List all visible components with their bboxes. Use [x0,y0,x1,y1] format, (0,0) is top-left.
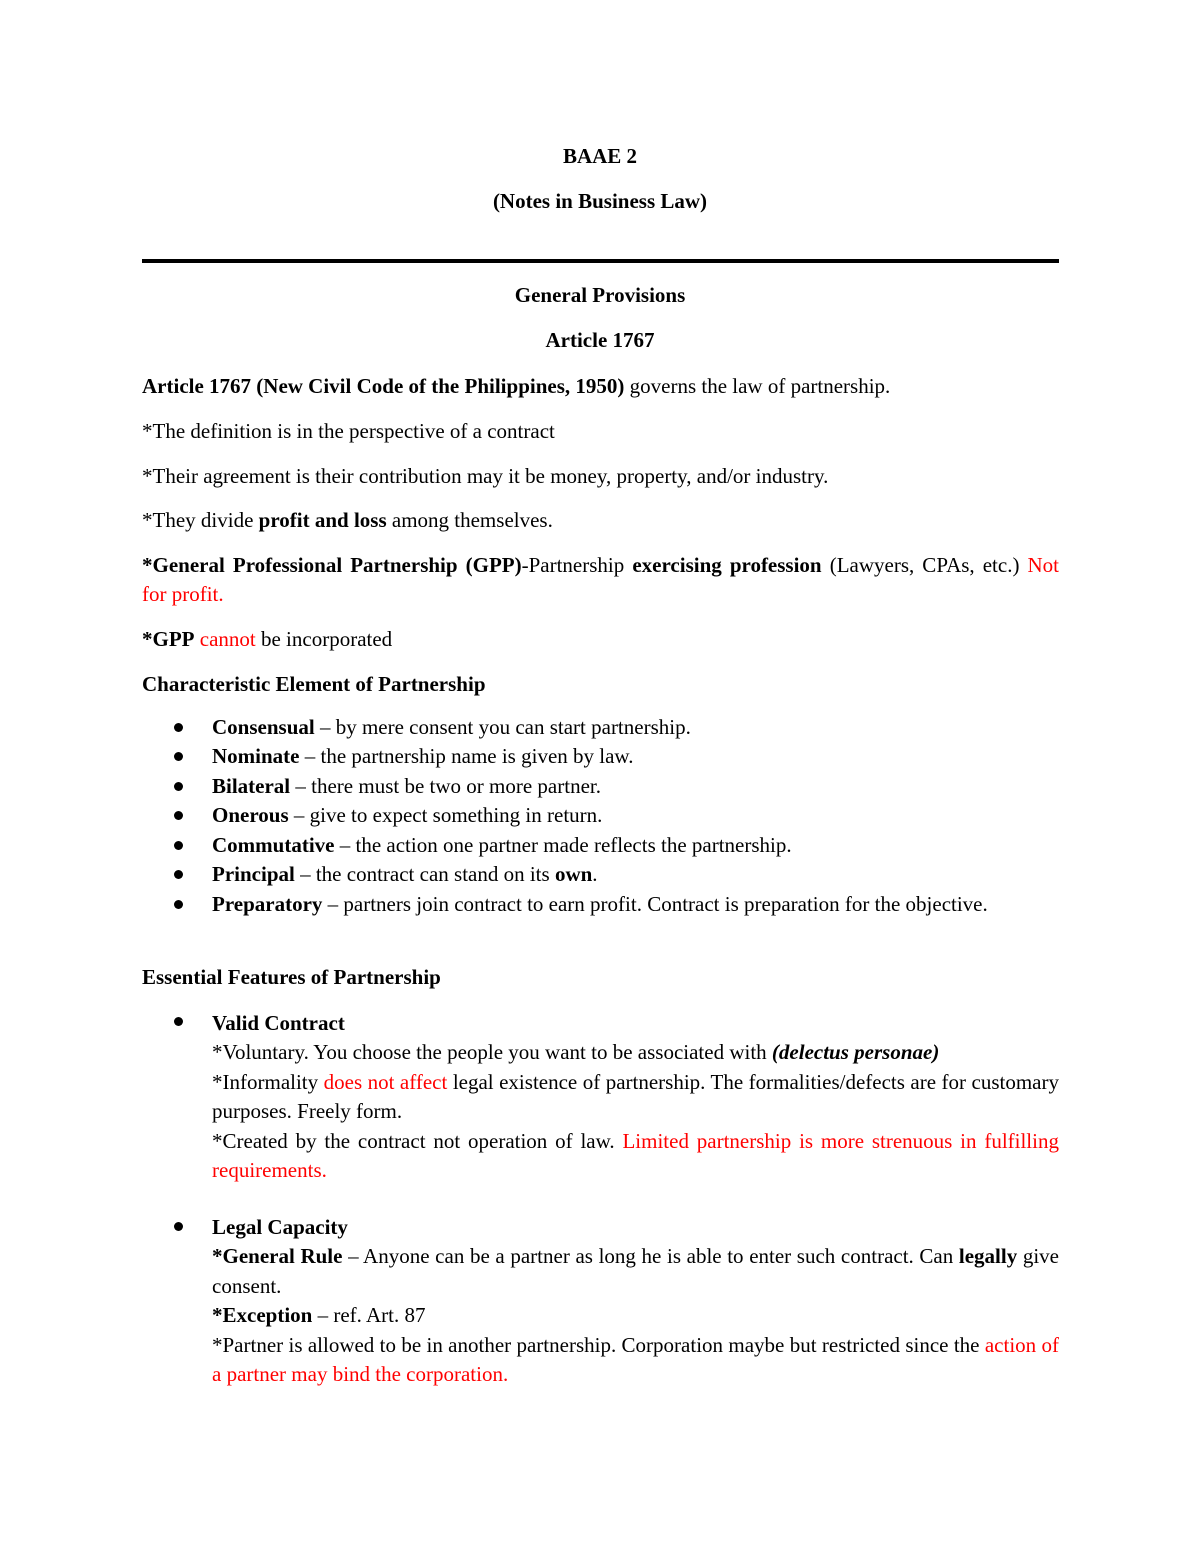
note-paragraph: *The definition is in the perspective of a contract [142,419,555,443]
horizontal-rule [142,259,1059,263]
list-item: Preparatory – partners join contract to earn profit. Contract is preparation for the objective. [212,892,988,916]
bullet-icon [174,1222,183,1231]
list-item: Bilateral – there must be two or more partner. [212,774,601,798]
feature-line: *Created by the contract not operation of law. Limited partnership is more strenuous in fulfilling requirements. [212,1128,1059,1183]
feature-line: *Voluntary. You choose the people you want to be associated with (delectus personae) [212,1040,940,1065]
gpp-text: -Partnership [521,553,633,577]
note-paragraph: *Their agreement is their contribution may it be money, property, and/or industry. [142,464,829,488]
intro-paragraph [142,372,1059,401]
gpp-incorporation-paragraph [142,625,1059,654]
feature-line: *Informality does not affect legal existence of partnership. The formalities/defects are for customary purposes. Freely form. [212,1069,1059,1124]
gpp2-red: cannot [199,627,256,651]
feature-legal-capacity [212,1213,1059,1389]
section-heading-characteristics: Characteristic Element of Partnership [142,672,486,696]
gpp-paragraph [142,551,1059,609]
bullet-icon [174,811,183,820]
document-title: BAAE 2 [562,144,638,168]
gpp2-text: be incorporated [255,627,393,651]
gpp-bold: *General Professional Partnership (GPP) [142,553,522,577]
document-subtitle: (Notes in Business Law) [492,189,708,213]
list-item: Onerous – give to expect something in return. [212,803,603,827]
bullet-icon [174,900,183,909]
note-bold: profit and loss [258,508,387,532]
bullet-icon [174,1017,183,1026]
feature-line: *Exception – ref. Art. 87 [212,1303,426,1328]
feature-valid-contract [212,1009,1059,1185]
feature-title: Valid Contract [212,1011,345,1035]
gpp-text: (Lawyers, CPAs, etc.) [821,553,1028,577]
feature-line: *General Rule – Anyone can be a partner as long he is able to enter such contract. Can legally give consent. [212,1244,1060,1298]
bullet-icon [174,841,183,850]
bullet-icon [174,752,183,761]
gpp-bold: exercising profession [632,553,822,577]
section-heading-general-provisions: General Provisions [514,283,686,307]
note-paragraph [142,506,1059,535]
list-item: Nominate – the partnership name is given by law. [212,744,634,768]
list-item: Principal – the contract can stand on its own. [212,862,598,886]
note-text: among themselves. [386,508,553,532]
intro-bold: Article 1767 (New Civil Code of the Philippines, 1950) [142,374,625,398]
bullet-icon [174,782,183,791]
section-heading-essential-features: Essential Features of Partnership [142,965,441,989]
section-subheading-article: Article 1767 [545,328,655,352]
intro-text: governs the law of partnership. [624,374,891,398]
feature-title: Legal Capacity [212,1215,348,1239]
feature-line: *Partner is allowed to be in another partnership. Corporation maybe but restricted since the action of a partner may bind the corporation. [212,1332,1059,1387]
gpp-red-note: Not for profit. [142,553,1060,606]
note-text: *They divide [142,508,259,532]
gpp2-bold: *GPP [142,627,195,651]
list-item: Commutative – the action one partner made reflects the partnership. [212,833,792,857]
bullet-icon [174,723,183,732]
list-item: Consensual – by mere consent you can start partnership. [212,715,691,739]
bullet-icon [174,870,183,879]
